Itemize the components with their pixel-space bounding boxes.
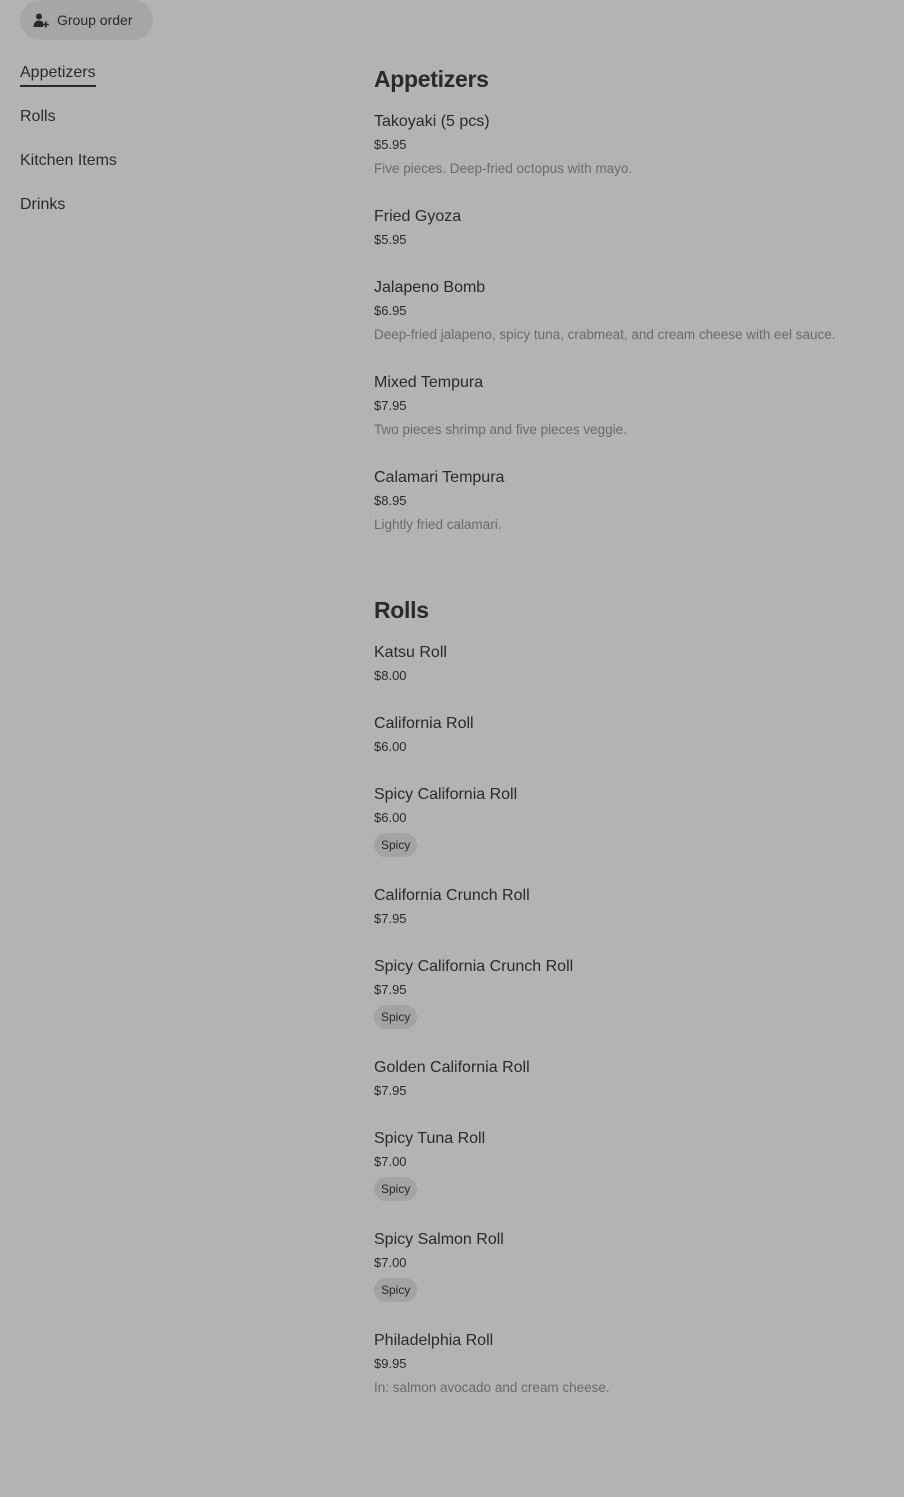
item-name: Philadelphia Roll [374,1332,494,1349]
sidebar-item-label: Rolls [20,108,56,125]
item-name: Spicy Salmon Roll [374,1231,504,1248]
item-name: Spicy Tuna Roll [374,1130,486,1147]
section-appetizers [374,60,884,549]
item-price: $8.95 [374,493,407,508]
menu-item[interactable] [374,1216,884,1317]
item-name: Spicy California Crunch Roll [374,958,574,975]
menu-item[interactable] [374,872,884,943]
item-name: Jalapeno Bomb [374,279,486,296]
section-rolls [374,591,884,1412]
spicy-badge: Spicy [374,1278,417,1302]
item-description: Five pieces. Deep-fried octopus with mayo. [374,161,633,176]
menu-item[interactable] [374,1115,884,1216]
menu-item[interactable] [374,264,884,359]
menu-item[interactable] [374,98,884,193]
menu-item[interactable] [374,629,884,700]
item-name: Spicy California Roll [374,786,518,803]
section-title: Rolls [374,597,429,623]
item-price: $9.95 [374,1356,407,1371]
add-user-icon [33,12,49,28]
sidebar-item-label: Appetizers [20,62,96,87]
menu-item[interactable] [374,1317,884,1412]
item-name: Katsu Roll [374,644,447,661]
sidebar-item-label: Kitchen Items [20,152,117,169]
item-price: $5.95 [374,232,407,247]
item-description: Lightly fried calamari. [374,517,502,532]
item-name: Fried Gyoza [374,208,462,225]
item-description: Two pieces shrimp and five pieces veggie. [374,422,627,437]
item-description: In: salmon avocado and cream cheese. [374,1380,610,1395]
menu-item[interactable] [374,1044,884,1115]
category-sidebar [20,62,320,238]
item-price: $6.95 [374,303,407,318]
spicy-badge: Spicy [374,833,417,857]
item-price: $5.95 [374,137,407,152]
section-title: Appetizers [374,66,489,92]
menu-item[interactable] [374,193,884,264]
spicy-badge: Spicy [374,1005,417,1029]
sidebar-item-drinks[interactable] [20,194,320,238]
item-name: California Roll [374,715,474,732]
menu-item[interactable] [374,943,884,1044]
group-order-button[interactable] [20,0,153,40]
item-price: $6.00 [374,810,407,825]
menu-item[interactable] [374,771,884,872]
item-price: $7.95 [374,398,407,413]
item-name: Mixed Tempura [374,374,484,391]
menu-content [374,60,884,1454]
spicy-badge: Spicy [374,1177,417,1201]
item-price: $7.00 [374,1154,407,1169]
group-order-label: Group order [57,12,133,28]
item-price: $7.95 [374,911,407,926]
sidebar-item-rolls[interactable] [20,106,320,150]
item-price: $7.00 [374,1255,407,1270]
item-name: Golden California Roll [374,1059,530,1076]
item-price: $6.00 [374,739,407,754]
sidebar-item-appetizers[interactable] [20,62,320,106]
item-price: $8.00 [374,668,407,683]
item-price: $7.95 [374,1083,407,1098]
item-name: Calamari Tempura [374,469,505,486]
item-name: Takoyaki (5 pcs) [374,113,490,130]
menu-item[interactable] [374,454,884,549]
item-description: Deep-fried jalapeno, spicy tuna, crabmeat, and cream cheese with eel sauce. [374,327,836,342]
item-price: $7.95 [374,982,407,997]
menu-item[interactable] [374,359,884,454]
item-name: California Crunch Roll [374,887,530,904]
sidebar-item-label: Drinks [20,196,66,213]
menu-item[interactable] [374,700,884,771]
sidebar-item-kitchen-items[interactable] [20,150,320,194]
